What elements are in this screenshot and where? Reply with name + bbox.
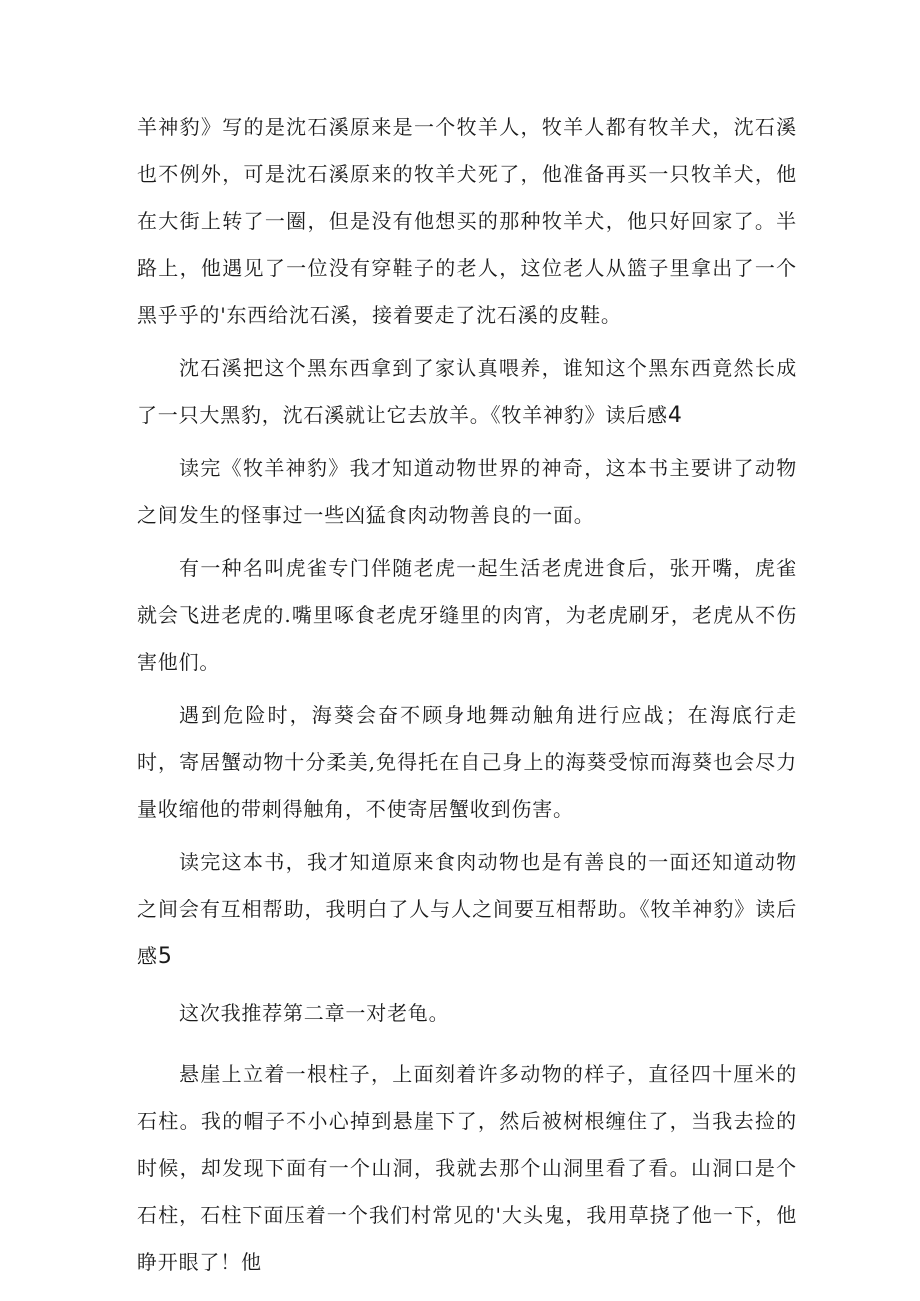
paragraph-6-number: 5 [157,944,172,969]
paragraph-2-number: 4 [667,403,682,428]
paragraph-8-text: 悬崖上立着一根柱子，上面刻着许多动物的样子，直径四十厘米的石柱。我的帽子不小心掉到悬崖下了，然后被树根缠住了，当我去捡的时候，却发现下面有一个山洞，我就去那个山洞里看了看。山洞口是个石柱，石柱下面压着一个我们村常见的'大头鬼，我用草挠了他一下，他睁开眼了！他 [137,1062,797,1274]
paragraph-1 [137,104,797,339]
paragraph-5 [137,692,797,833]
paragraph-6 [137,839,797,980]
paragraph-4-text: 有一种名叫虎雀专门伴随老虎一起生活老虎进食后，张开嘴，虎雀就会飞进老虎的.嘴里啄食老虎牙缝里的肉宵，为老虎刷牙，老虎从不伤害他们。 [137,556,797,674]
document-body [137,104,797,1286]
paragraph-8 [137,1051,797,1286]
paragraph-3 [137,445,797,539]
paragraph-7 [137,990,797,1037]
paragraph-4 [137,545,797,686]
paragraph-2-text: 沈石溪把这个黑东西拿到了家认真喂养，谁知这个黑东西竟然长成了一只大黑豹，沈石溪就让它去放羊。《牧羊神豹》读后感 [137,356,797,427]
paragraph-1-text: 羊神豹》写的是沈石溪原来是一个牧羊人，牧羊人都有牧羊犬，沈石溪也不例外，可是沈石溪原来的牧羊犬死了，他准备再买一只牧羊犬，他在大街上转了一圈，但是没有他想买的那种牧羊犬，他只好回家了。半路上，他遇见了一位没有穿鞋子的老人，这位老人从篮子里拿出了一个黑乎乎的'东西给沈石溪，接着要走了沈石溪的皮鞋。 [137,115,797,327]
paragraph-6-text: 读完这本书，我才知道原来食肉动物也是有善良的一面还知道动物之间会有互相帮助，我明白了人与人之间要互相帮助。《牧羊神豹》读后感 [137,850,797,968]
paragraph-2 [137,345,797,439]
paragraph-7-text: 这次我推荐第二章一对老龟。 [179,1001,450,1025]
paragraph-5-text: 遇到危险时，海葵会奋不顾身地舞动触角进行应战；在海底行走时，寄居蟹动物十分柔美,免得托在自己身上的海葵受惊而海葵也会尽力量收缩他的带刺得触角，不使寄居蟹收到伤害。 [137,703,797,821]
paragraph-3-text: 读完《牧羊神豹》我才知道动物世界的神奇，这本书主要讲了动物之间发生的怪事过一些凶猛食肉动物善良的一面。 [137,456,797,527]
